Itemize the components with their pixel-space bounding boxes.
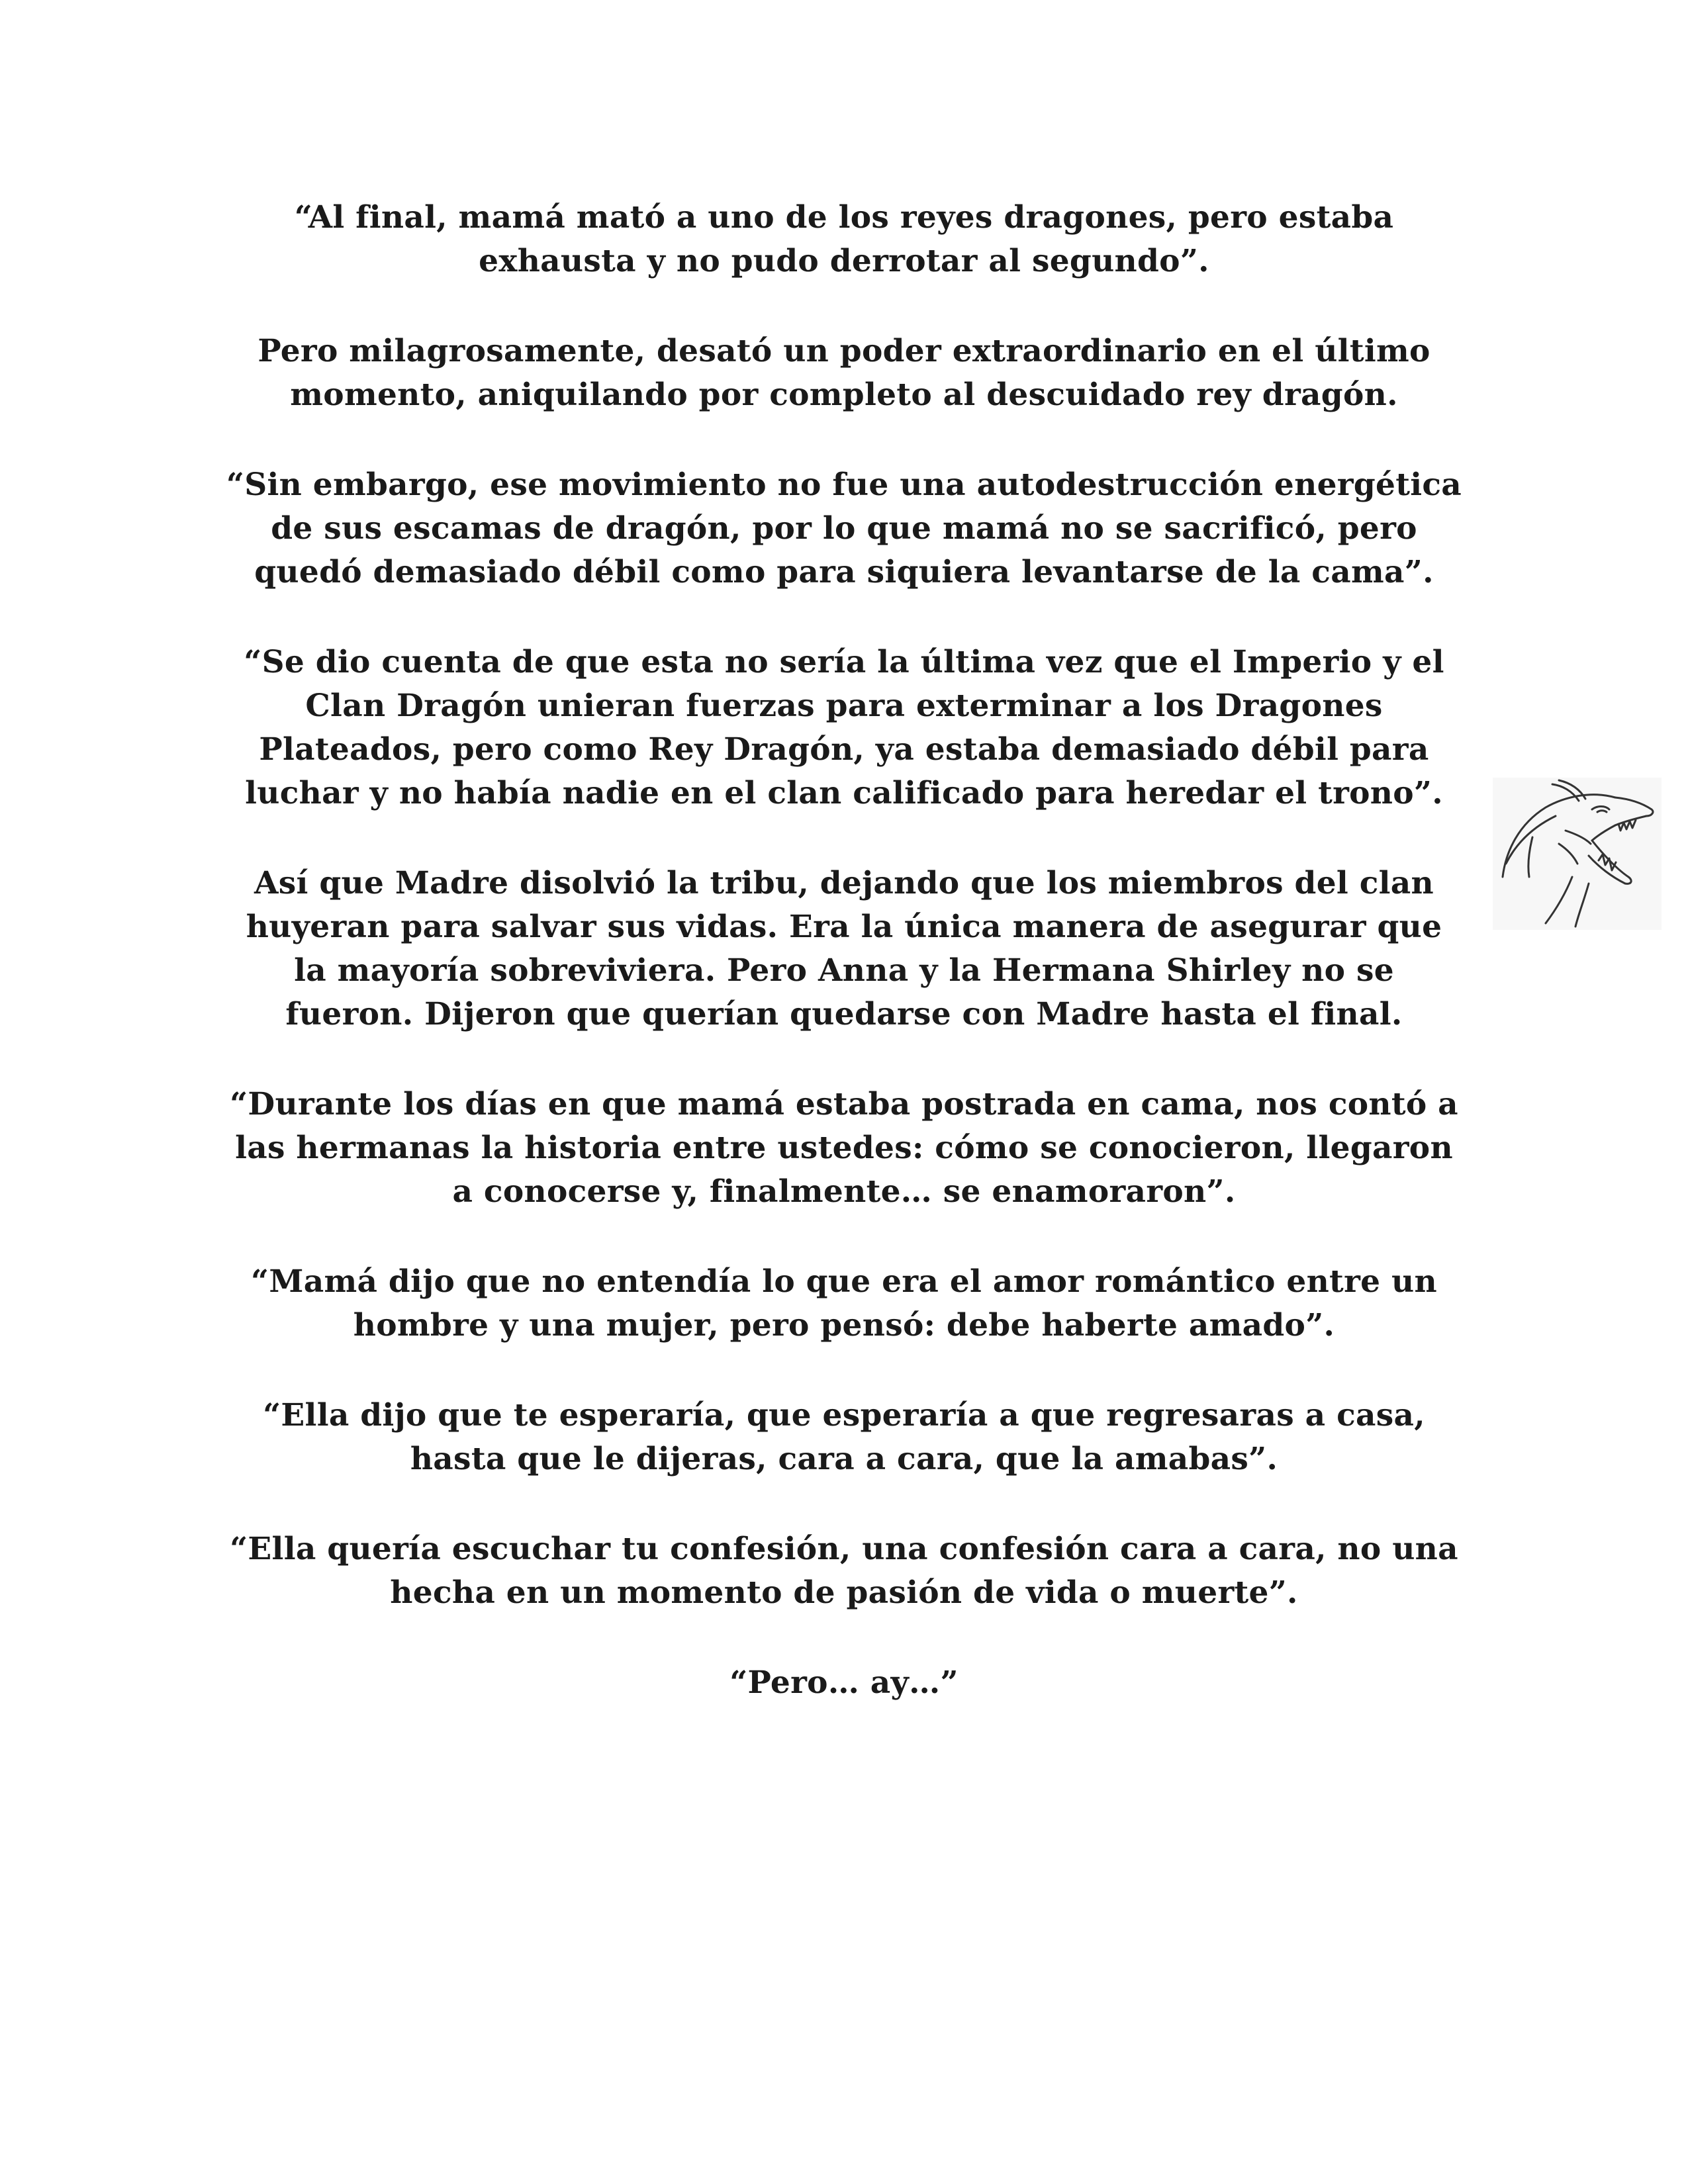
paragraph-8: “Ella dijo que te esperaría, que esperaría a que regresaras a casa, hasta que le dijeras, cara a cara, que la amabas”. [263, 1397, 1425, 1477]
paragraph-10: “Pero… ay…” [729, 1664, 959, 1701]
paragraph-1: “Al final, mamá mató a uno de los reyes dragones, pero estaba exhausta y no pudo derrotar al segundo”. [294, 199, 1394, 279]
dragon-head-sketch-icon [1493, 778, 1662, 930]
paragraph-5: Así que Madre disolvió la tribu, dejando que los miembros del clan huyeran para salvar sus vidas. Era la única manera de asegurar que la mayoría sobreviviera. Pero Anna y la Hermana Shirley no se fueron. Dijeron que querían quedarse con Madre hasta el final. [246, 865, 1442, 1032]
story-text [225, 196, 1463, 1751]
paragraph-4: “Se dio cuenta de que esta no sería la última vez que el Imperio y el Clan Dragón unieran fuerzas para exterminar a los Dragones Plateados, pero como Rey Dragón, ya estaba demasiado débil para luchar y no había nadie en el clan calificado para heredar el trono”. [244, 644, 1444, 811]
paragraph-6: “Durante los días en que mamá estaba postrada en cama, nos contó a las hermanas la historia entre ustedes: cómo se conocieron, llegaron a conocerse y, finalmente… se enamoraron”. [230, 1086, 1458, 1210]
paragraph-9: “Ella quería escuchar tu confesión, una confesión cara a cara, no una hecha en un momento de pasión de vida o muerte”. [230, 1531, 1458, 1611]
paragraph-7: “Mamá dijo que no entendía lo que era el amor romántico entre un hombre y una mujer, pero pensó: debe haberte amado”. [251, 1263, 1437, 1343]
paragraph-3: “Sin embargo, ese movimiento no fue una autodestrucción energética de sus escamas de dragón, por lo que mamá no se sacrificó, pero quedó demasiado débil como para siquiera levantarse de la cama”. [226, 467, 1462, 590]
paragraph-2: Pero milagrosamente, desató un poder extraordinario en el último momento, aniquilando por completo al descuidado rey dragón. [258, 333, 1430, 413]
